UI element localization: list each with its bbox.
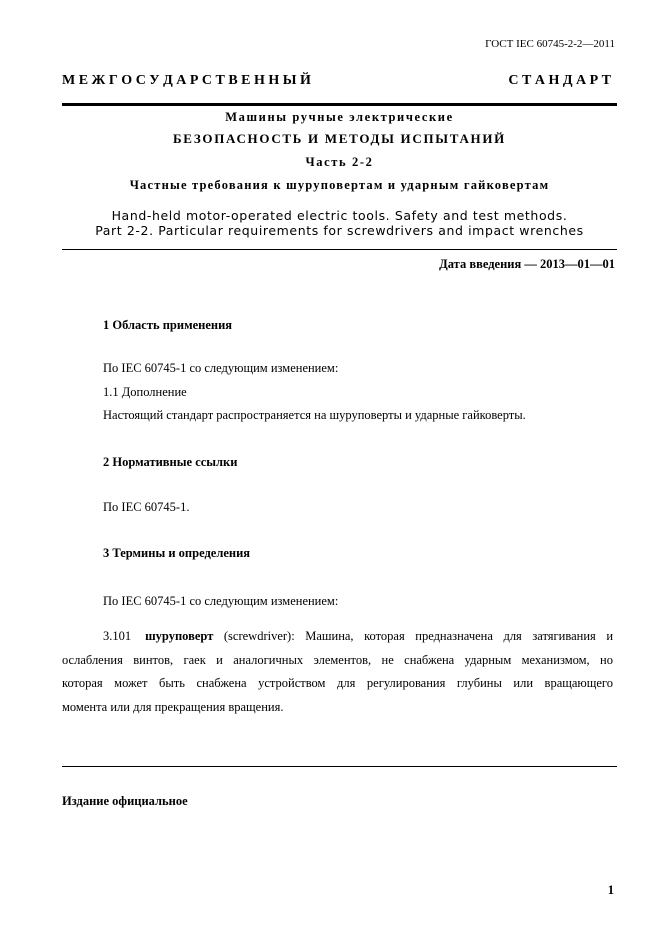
english-title-line-1: Hand-held motor-operated electric tools. Safety and test methods. [111,208,568,223]
definition-term: шуруповерт [145,629,214,643]
footer-divider [62,766,617,767]
section-1-paragraph: По IEC 60745-1 со следующим изменением: [103,361,339,375]
definition-line-1-text: (screwdriver): Машина, которая предназначена для затягивания и [223,629,614,643]
definition-line-1 [62,625,613,649]
section-2-heading: 2 Нормативные ссылки [103,455,238,469]
definition-line-4: момента или для прекращения вращения. [62,699,284,714]
section-1-scope-text: Настоящий стандарт распространяется на шуруповерты и ударные гайковерты. [103,408,526,422]
title-line-4: Частные требования к шуруповертам и ударным гайковертам [129,178,550,192]
section-2-paragraph: По IEC 60745-1. [103,500,190,514]
definition-line-2: ослабления винтов, гаек и аналогичных элементов, не снабжена ударным механизмом, но [62,652,613,667]
introduction-date: Дата введения — 2013—01—01 [439,257,615,271]
title-line-1: Машины ручные электрические [225,110,454,124]
section-3-paragraph: По IEC 60745-1 со следующим изменением: [103,594,339,608]
edition-note: Издание официальное [62,794,188,808]
page-number: 1 [607,883,614,897]
section-1-subclause: 1.1 Дополнение [103,385,187,399]
document-code: ГОСТ IEC 60745-2-2—2011 [485,38,615,50]
definition-3-101 [62,625,613,719]
standard-banner [62,73,611,89]
section-1-heading: 1 Область применения [103,318,233,332]
header-divider [62,103,617,106]
banner-word-standard: С Т А Н Д А Р Т [508,73,611,88]
title-part: Часть 2-2 [305,155,374,169]
english-title-line-2: Part 2-2. Particular requirements for screwdrivers and impact wrenches [95,223,584,238]
definition-number: 3.101 [103,629,132,643]
title-line-2: БЕЗОПАСНОСТЬ И МЕТОДЫ ИСПЫТАНИЙ [173,131,506,146]
title-divider [62,249,617,250]
definition-line-3: которая может быть снабжена устройством для регулирования глубины или вращающего [62,676,613,690]
section-3-heading: 3 Термины и определения [103,546,251,560]
banner-word-interstate: М Е Ж Г О С У Д А Р С Т В Е Н Н Ы Й [62,73,311,88]
